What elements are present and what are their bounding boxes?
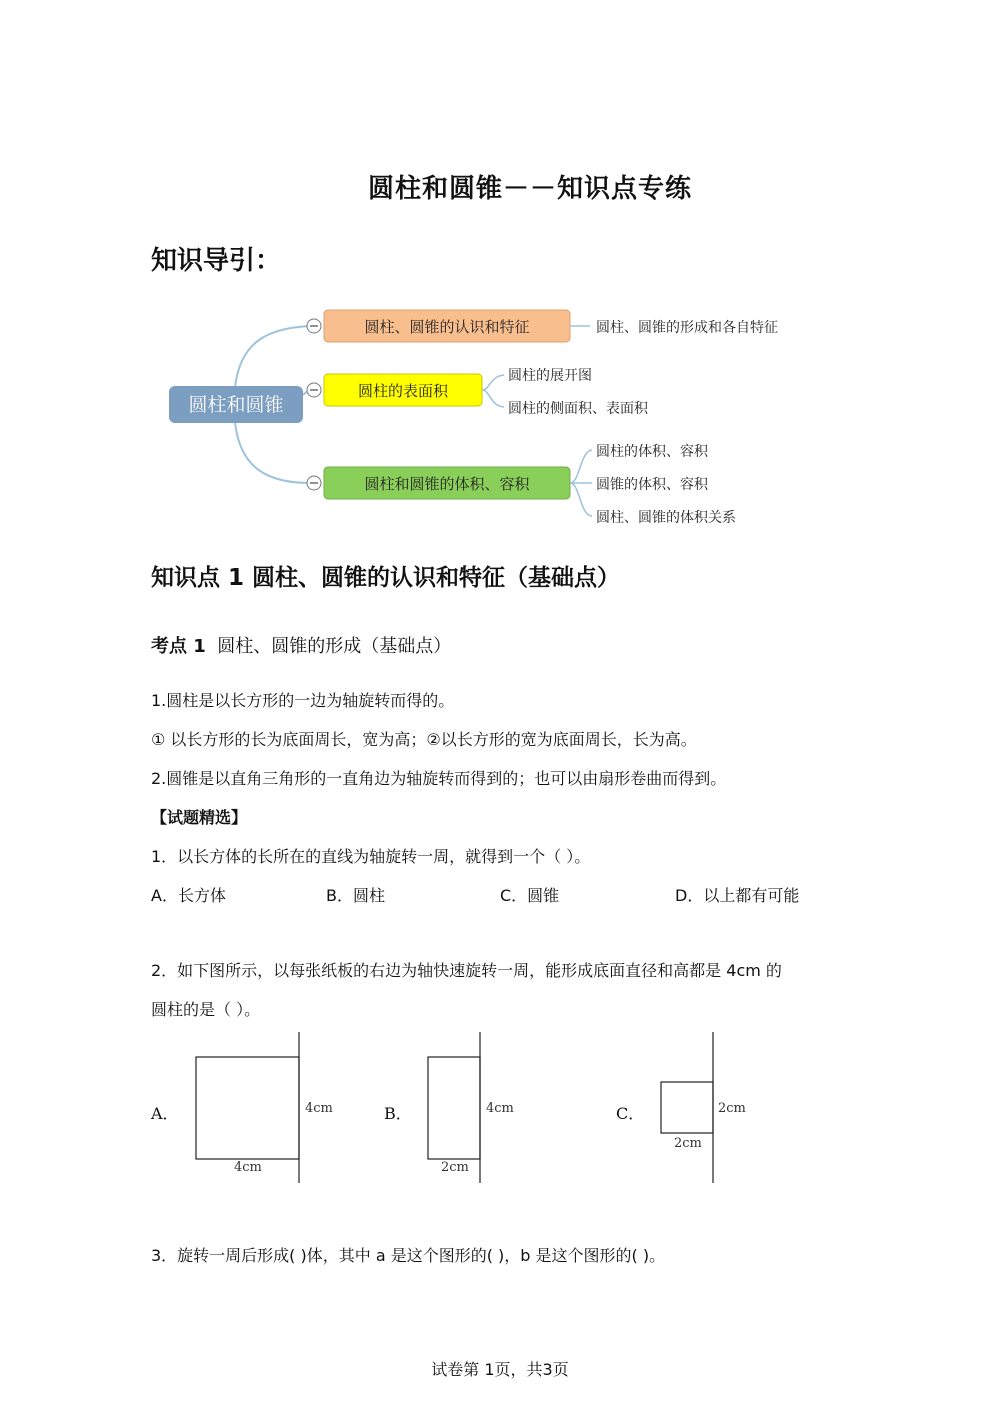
section-heading: 知识点 1 圆柱、圆锥的认识和特征（基础点）	[151, 565, 621, 591]
mindmap-branch-3-label: 圆柱和圆锥的体积、容积	[364, 475, 530, 493]
figure-b-side-label: 4cm	[486, 1101, 514, 1116]
option-c: C．圆锥	[500, 886, 560, 905]
figure-b-label: B．	[384, 1104, 412, 1123]
mindmap-root-label: 圆柱和圆锥	[188, 394, 284, 416]
page-footer: 试卷第 1页，共3页	[431, 1360, 569, 1379]
figure-b-rect	[428, 1057, 480, 1159]
question-2-line-1: 2．如下图所示，以每张纸板的右边为轴快速旋转一周，能形成底面直径和高都是 4cm 的	[151, 961, 782, 980]
mindmap-leaf: 圆柱、圆锥的体积关系	[596, 510, 736, 526]
kaodian-label: 考点 1	[151, 636, 206, 657]
mindmap-leaf: 圆柱的体积、容积	[596, 444, 708, 460]
connector-1	[235, 326, 310, 388]
exercise-heading: 【试题精选】	[151, 808, 248, 827]
paragraph: ① 以长方形的长为底面周长，宽为高；②以长方形的宽为底面周长，长为高。	[151, 730, 697, 749]
figure-a-label: A．	[151, 1104, 179, 1123]
figure-c-rect	[661, 1082, 713, 1133]
figure-a-side-label: 4cm	[305, 1101, 333, 1116]
figure-c-side-label: 2cm	[718, 1101, 746, 1116]
question-3: 3．旋转一周后形成( )体，其中 a 是这个图形的( )，b 是这个图形的( )。	[151, 1246, 666, 1265]
page-title: 圆柱和圆锥－－知识点专练	[367, 174, 692, 204]
mindmap-branch-1-label: 圆柱、圆锥的认识和特征	[364, 318, 530, 336]
question-2-line-2: 圆柱的是（ ）。	[151, 1000, 261, 1019]
subsection-heading	[151, 632, 451, 658]
connector-3	[235, 422, 310, 483]
figure-a-bottom-label: 4cm	[234, 1160, 262, 1175]
mindmap-leaf: 圆柱的展开图	[508, 368, 592, 384]
figure-c-label: C．	[616, 1104, 645, 1123]
question-2-figures	[0, 1025, 1000, 1195]
mindmap-leaf: 圆锥的体积、容积	[596, 477, 708, 493]
mindmap-leaf: 圆柱、圆锥的形成和各自特征	[596, 320, 778, 336]
guide-heading: 知识导引：	[151, 246, 282, 276]
question-1: 1．以长方体的长所在的直线为轴旋转一周，就得到一个（ ）。	[151, 847, 591, 866]
mindmap-leaf: 圆柱的侧面积、表面积	[508, 401, 648, 417]
option-b: B．圆柱	[326, 886, 385, 905]
paragraph: 2.圆锥是以直角三角形的一直角边为轴旋转而得到的；也可以由扇形卷曲而得到。	[151, 769, 727, 788]
option-d: D．以上都有可能	[675, 886, 800, 905]
paragraph: 1.圆柱是以长方形的一边为轴旋转而得的。	[151, 691, 455, 710]
option-a: A．长方体	[151, 886, 226, 905]
figure-b-bottom-label: 2cm	[441, 1160, 469, 1175]
mind-map	[160, 300, 820, 540]
mindmap-branch-2-label: 圆柱的表面积	[357, 382, 449, 400]
figure-a-rect	[196, 1057, 299, 1159]
figure-c-bottom-label: 2cm	[674, 1136, 702, 1151]
kaodian-text: 圆柱、圆锥的形成（基础点）	[217, 636, 452, 657]
